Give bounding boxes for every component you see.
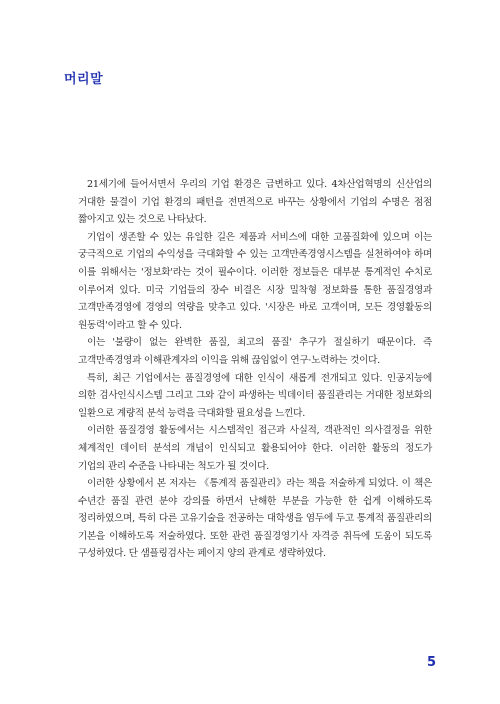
paragraph: 이러한 품질경영 활동에서는 시스템적인 접근과 사실적, 객관적인 의사결정을 위한 체계적인 데이터 분석의 개념이 인식되고 활용되어야 한다. 이러한 활동의 정도가 기업의 관리 수준을 나타내는 척도가 될 것이다.	[78, 425, 432, 472]
page-heading: 머리말	[64, 72, 104, 87]
preface-body	[78, 176, 432, 563]
paragraph: 이러한 상황에서 본 저자는 《통계적 품질관리》라는 책을 저술하게 되었다. 이 책은 수년간 품질 관련 분야 강의를 하면서 난해한 부분을 가능한 한 쉽게 이해하도록 정리하였으며, 특히 다른 고유기술을 전공하는 대학생을 염두에 두고 통계적 품질관리의 기본을 이해하도록 저술하였다. 또한 관련 품질경영기사 자격증 취득에 도움이 되도록 구성하였다. 단 샘플링검사는 페이지 양의 관계로 생략하였다.	[78, 478, 433, 560]
page-number: 5	[426, 655, 436, 670]
paragraph: 21세기에 들어서면서 우리의 기업 환경은 급변하고 있다. 4차산업혁명의 신산업의 거대한 물결이 기업 환경의 패턴을 전면적으로 바꾸는 상황에서 기업의 수명은 점점 짧아지고 있는 것으로 나타났다.	[78, 179, 432, 226]
paragraph: 이는 '불량이 없는 완벽한 품질, 최고의 품질' 추구가 절실하기 때문이다. 즉 고객만족경영과 이해관계자의 이익을 위해 끊임없이 연구·노력하는 것이다.	[78, 337, 432, 366]
paragraph: 기업이 생존할 수 있는 유일한 길은 제품과 서비스에 대한 고품질화에 있으며 이는 궁극적으로 기업의 수익성을 극대화할 수 있는 고객만족경영시스템을 실천하여야 하며 이를 위해서는 '정보화'라는 것이 필수이다. 이러한 정보들은 대부분 통계적인 수치로 이루어져 있다. 미국 기업들의 장수 비결은 시장 밀착형 정보화를 통한 품질경영과 고객만족경영에 경영의 역량을 맞추고 있다. '시장은 바로 고객이며, 모든 경영활동의 원동력'이라고 할 수 있다.	[78, 231, 432, 331]
paragraph: 특히, 최근 기업에서는 품질경영에 대한 인식이 새롭게 전개되고 있다. 인공지능에 의한 검사인식시스템 그리고 그와 같이 파생하는 빅데이터 품질관리는 거대한 정보화의 일환으로 계량적 분석 능력을 극대화할 필요성을 느낀다.	[78, 372, 432, 419]
